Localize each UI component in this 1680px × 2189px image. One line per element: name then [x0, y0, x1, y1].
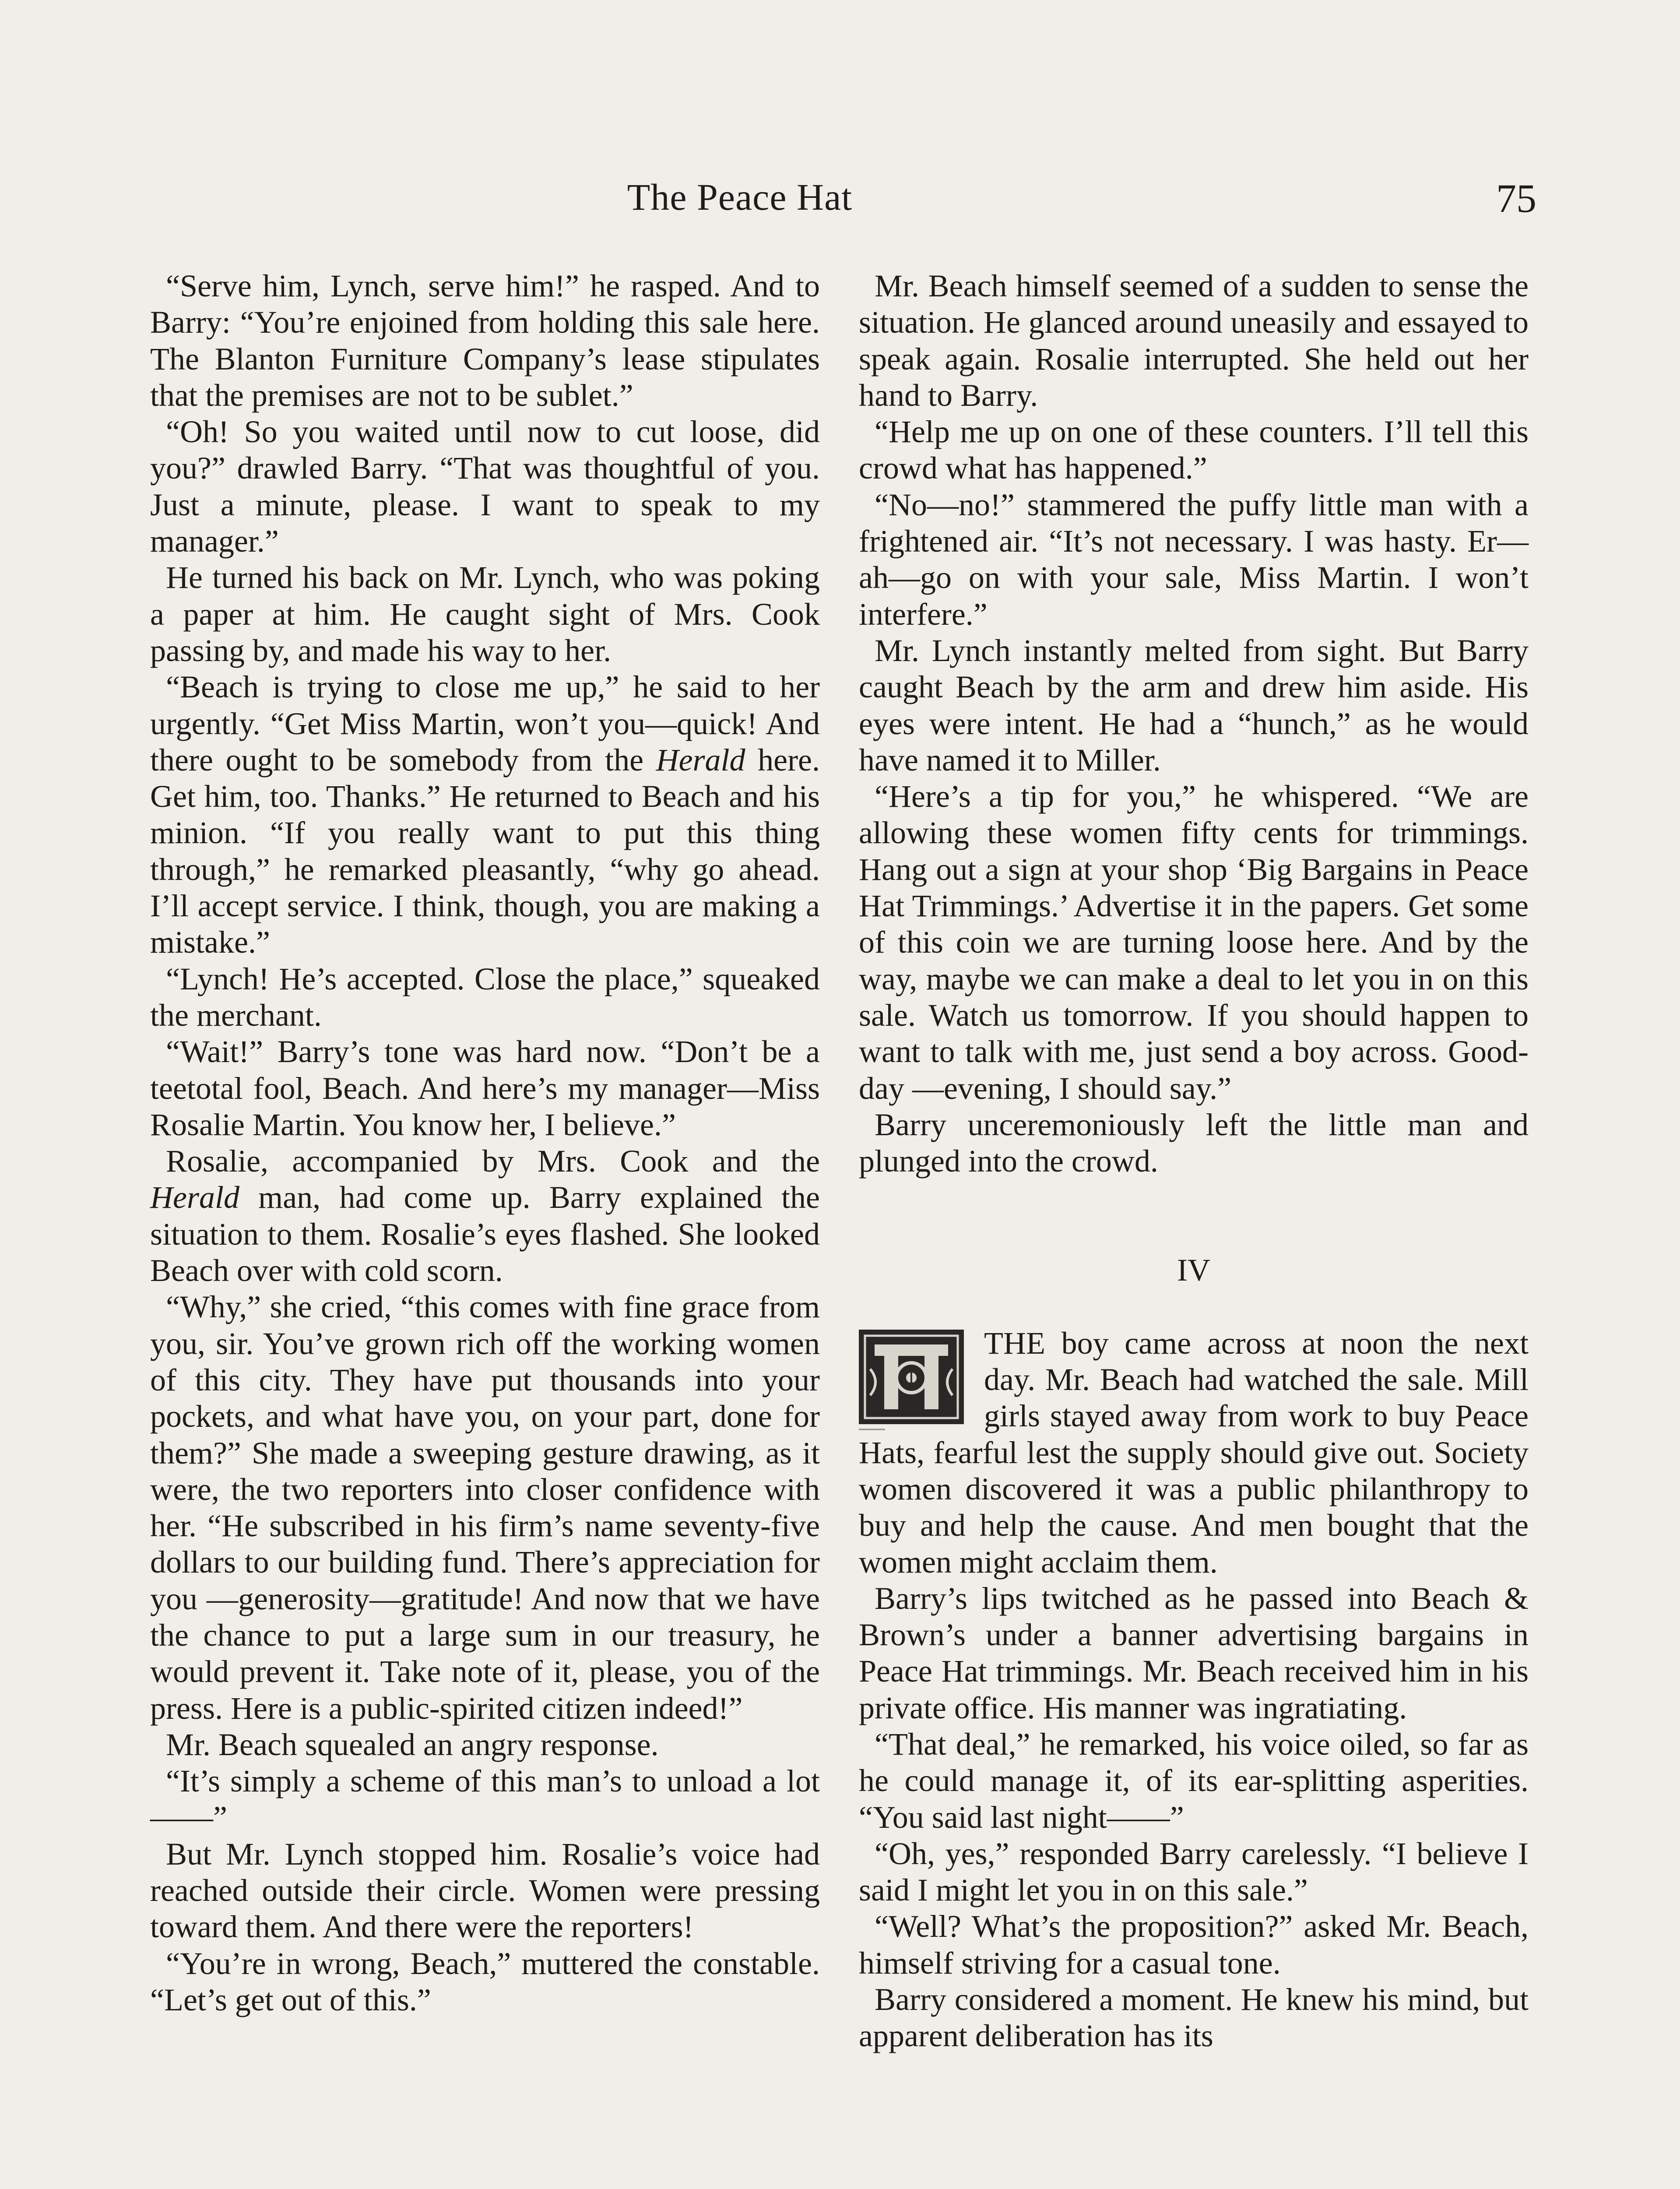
- paragraph: “Oh! So you waited until now to cut loose, did you?” drawled Barry. “That was thoughtful of you. Just a minute, please. I want to speak to my manager.”: [150, 414, 820, 559]
- paragraph: “You’re in wrong, Beach,” muttered the constable. “Let’s get out of this.”: [150, 1946, 820, 2017]
- paragraph: [150, 669, 820, 961]
- paragraph: “It’s simply a scheme of this man’s to unload a lot——”: [150, 1763, 820, 1835]
- text-run: man, had come up. Barry explained the situation to them. Rosalie’s eyes flashed. She looked Beach over with cold scorn.: [150, 1180, 820, 1288]
- paragraph: “No—no!” stammered the puffy little man with a frightened air. “It’s not necessary. I was hasty. Er—ah—go on with your sale, Miss Martin. I won’t interfere.”: [859, 487, 1529, 632]
- left-column: [150, 268, 820, 2018]
- paragraph: “Here’s a tip for you,” he whispered. “We are allowing these women fifty cents for trimmings. Hang out a sign at your shop ‘Big Bargains in Peace Hat Trimmings.’ Advertise it in the papers. Get some of this coin we are turning loose here. And by the way, maybe we can make a deal to let you in on this sale. Watch us tomorrow. If you should happen to want to talk with me, just send a boy across. Good-day —evening, I should say.”: [859, 779, 1529, 1106]
- paragraph: “Oh, yes,” responded Barry carelessly. “I believe I said I might let you in on this sale.”: [859, 1836, 1529, 1908]
- right-column: [859, 268, 1529, 2055]
- paragraph: [150, 1143, 820, 1289]
- paragraph: Mr. Lynch instantly melted from sight. But Barry caught Beach by the arm and drew him aside. His eyes were intent. He had a “hunch,” as he would have named it to Miller.: [859, 633, 1529, 778]
- paragraph: Barry considered a moment. He knew his mind, but apparent deliberation has its: [859, 1982, 1529, 2054]
- paragraph: “Wait!” Barry’s tone was hard now. “Don’t be a teetotal fool, Beach. And here’s my manager—Miss Rosalie Martin. You know her, I believe.”: [150, 1034, 820, 1142]
- paragraph: “Lynch! He’s accepted. Close the place,” squeaked the merchant.: [150, 961, 820, 1033]
- page-number: 75: [1496, 176, 1536, 221]
- paragraph: “Why,” she cried, “this comes with fine grace from you, sir. You’ve grown rich off the working women of this city. They have put thousands into your pockets, and what have you, on your part, done for them?” She made a sweeping gesture drawing, as it were, the two reporters into closer confidence with her. “He subscribed in his firm’s name seventy-five dollars to our building fund. There’s appreciation for you —generosity—gratitude! And now that we have the chance to put a large sum in our treasury, he would prevent it. Take note of it, please, you of the press. Here is a public-spirited citizen indeed!”: [150, 1289, 820, 1726]
- paragraph: “Well? What’s the proposition?” asked Mr. Beach, himself striving for a casual tone.: [859, 1909, 1529, 1981]
- newspaper-name: Herald: [150, 1180, 239, 1215]
- text-run: here. Get him, too. Thanks.” He returned to Beach and his minion. “If you really want to put this thing through,” he remarked pleasantly, “why go ahead. I’ll accept service. I think, though, you are making a mistake.”: [150, 742, 820, 960]
- newspaper-name: Herald: [656, 742, 745, 778]
- ornamental-dropcap-icon: [859, 1330, 974, 1430]
- paragraph: “Serve him, Lynch, serve him!” he rasped. And to Barry: “You’re enjoined from holding this sale here. The Blanton Furniture Company’s lease stipulates that the premises are not to be sublet.”: [150, 268, 820, 413]
- paragraph: Barry’s lips twitched as he passed into Beach & Brown’s under a banner advertising bargains in Peace Hat trimmings. Mr. Beach received him in his private office. His manner was ingratiating.: [859, 1580, 1529, 1725]
- paragraph: But Mr. Lynch stopped him. Rosalie’s voice had reached outside their circle. Women were pressing toward them. And there were the reporters!: [150, 1836, 820, 1945]
- paragraph: He turned his back on Mr. Lynch, who was poking a paper at him. He caught sight of Mrs. Cook passing by, and made his way to her.: [150, 560, 820, 668]
- paragraph: “Help me up on one of these counters. I’ll tell this crowd what has happened.”: [859, 414, 1529, 486]
- paragraph: Mr. Beach himself seemed of a sudden to sense the situation. He glanced around uneasily and essayed to speak again. Rosalie interrupted. She held out her hand to Barry.: [859, 268, 1529, 413]
- text-run: Rosalie, accompanied by Mrs. Cook and the: [166, 1144, 820, 1179]
- paragraph: Mr. Beach squealed an angry response.: [166, 1727, 659, 1762]
- dropcap-letter: T: [906, 1367, 917, 1387]
- paragraph: THE boy came across at noon the next day. Mr. Beach had watched the sale. Mill girls stayed away from work to buy Peace Hats, fearful lest the supply should give out. Society women discovered it was a public philanthropy to buy and help the cause. And men bought that the women might acclaim them.: [859, 1325, 1529, 1580]
- paragraph: “That deal,” he remarked, his voice oiled, so far as he could manage it, of its ear-splitting asperities. “You said last night——”: [859, 1726, 1529, 1835]
- running-title: The Peace Hat: [627, 176, 853, 218]
- paragraph: Barry unceremoniously left the little man and plunged into the crowd.: [859, 1107, 1529, 1179]
- section-heading: IV: [1177, 1253, 1210, 1288]
- text-run: “Beach is trying to close me up,” he said to her urgently. “Get Miss Martin, won’t you—quick! And there ought to be somebody from the: [150, 669, 820, 778]
